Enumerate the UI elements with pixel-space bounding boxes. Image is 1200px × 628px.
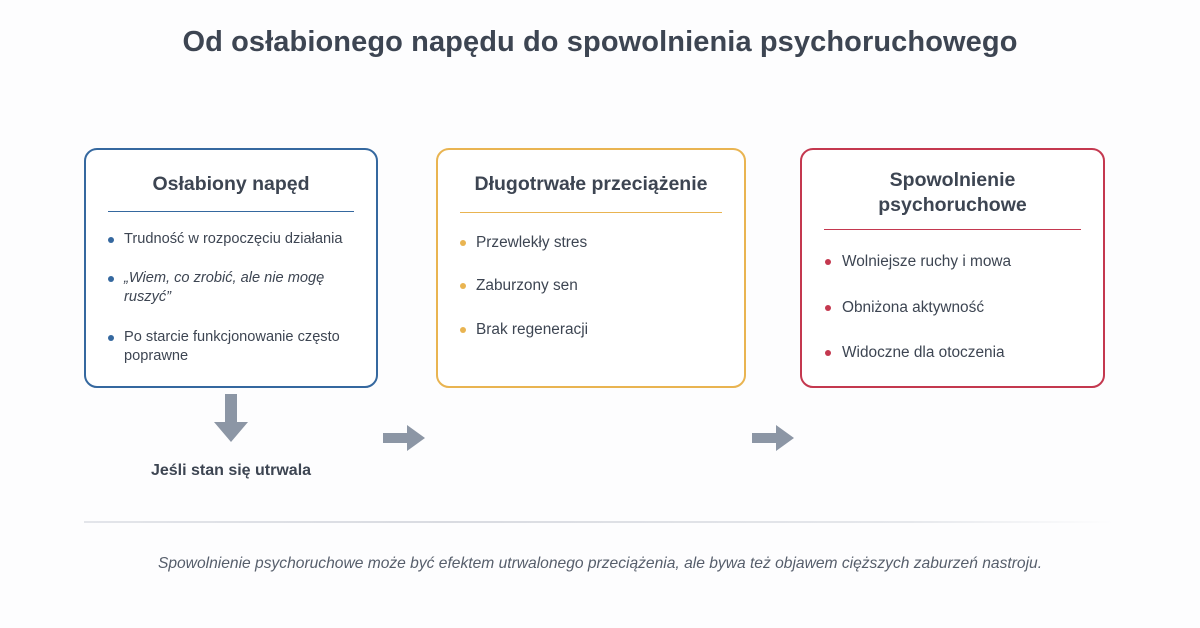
- stage-title: Długotrwałe przeciążenie: [474, 173, 708, 195]
- list-item: [458, 320, 724, 340]
- stage-divider: [460, 212, 722, 213]
- bullet-dot-icon: [825, 350, 831, 356]
- arrow-right-icon: [752, 425, 794, 451]
- list-item: [822, 252, 1083, 272]
- footer-note: Spowolnienie psychoruchowe może być efektem utrwalonego przeciążenia, ale bywa też objawem cięższych zaburzeń nastroju.: [157, 555, 1043, 572]
- page-title: Od osłabionego napędu do spowolnienia psychoruchowego: [182, 26, 1018, 58]
- list-item: [106, 230, 356, 249]
- list-item-label: Przewlekły stres: [476, 233, 588, 251]
- bullet-dot-icon: [825, 259, 831, 265]
- list-item-label: „Wiem, co zrobić, ale nie mogę ruszyć”: [124, 269, 325, 306]
- bullet-dot-icon: [108, 237, 114, 243]
- flow-stage-dlugotrwale-przeciazenie: [436, 148, 746, 388]
- arrow-right-icon: [383, 425, 425, 451]
- process-flow: [0, 148, 1200, 390]
- list-item-label: Trudność w rozpoczęciu działania: [124, 230, 343, 247]
- list-item: [458, 276, 724, 296]
- stage-title: Spowolnienie psychoruchowe: [878, 169, 1027, 216]
- list-item: [822, 343, 1083, 363]
- list-item-label: Widoczne dla otoczenia: [842, 344, 1005, 362]
- branch-label: Jeśli stan się utrwala: [150, 462, 312, 479]
- list-item-label: Po starcie funkcjonowanie często poprawne: [124, 328, 340, 365]
- bullet-dot-icon: [825, 305, 831, 311]
- arrow-down-icon: [214, 394, 248, 442]
- list-item: [458, 233, 724, 253]
- stage-divider: [824, 229, 1081, 230]
- bullet-dot-icon: [108, 335, 114, 341]
- list-item: [106, 328, 356, 367]
- stage-bullet-list: [458, 233, 724, 340]
- flow-stage-oslabiony-naped: [84, 148, 378, 388]
- stage-bullet-list: [106, 230, 356, 367]
- list-item-label: Obniżona aktywność: [842, 298, 985, 316]
- stage-bullet-list: [822, 252, 1083, 363]
- bullet-dot-icon: [460, 240, 466, 246]
- bullet-dot-icon: [460, 283, 466, 289]
- bullet-dot-icon: [108, 276, 114, 282]
- flow-stage-spowolnienie-psychoruchowe: [800, 148, 1105, 388]
- bullet-dot-icon: [460, 327, 466, 333]
- list-item-label: Wolniejsze ruchy i mowa: [842, 253, 1012, 271]
- list-item-label: Brak regeneracji: [476, 320, 589, 338]
- stage-title: Osłabiony napęd: [152, 173, 310, 195]
- list-item: [822, 298, 1083, 318]
- footer-divider: [84, 521, 1114, 523]
- list-item: [106, 269, 356, 308]
- stage-divider: [108, 211, 354, 212]
- list-item-label: Zaburzony sen: [476, 277, 578, 295]
